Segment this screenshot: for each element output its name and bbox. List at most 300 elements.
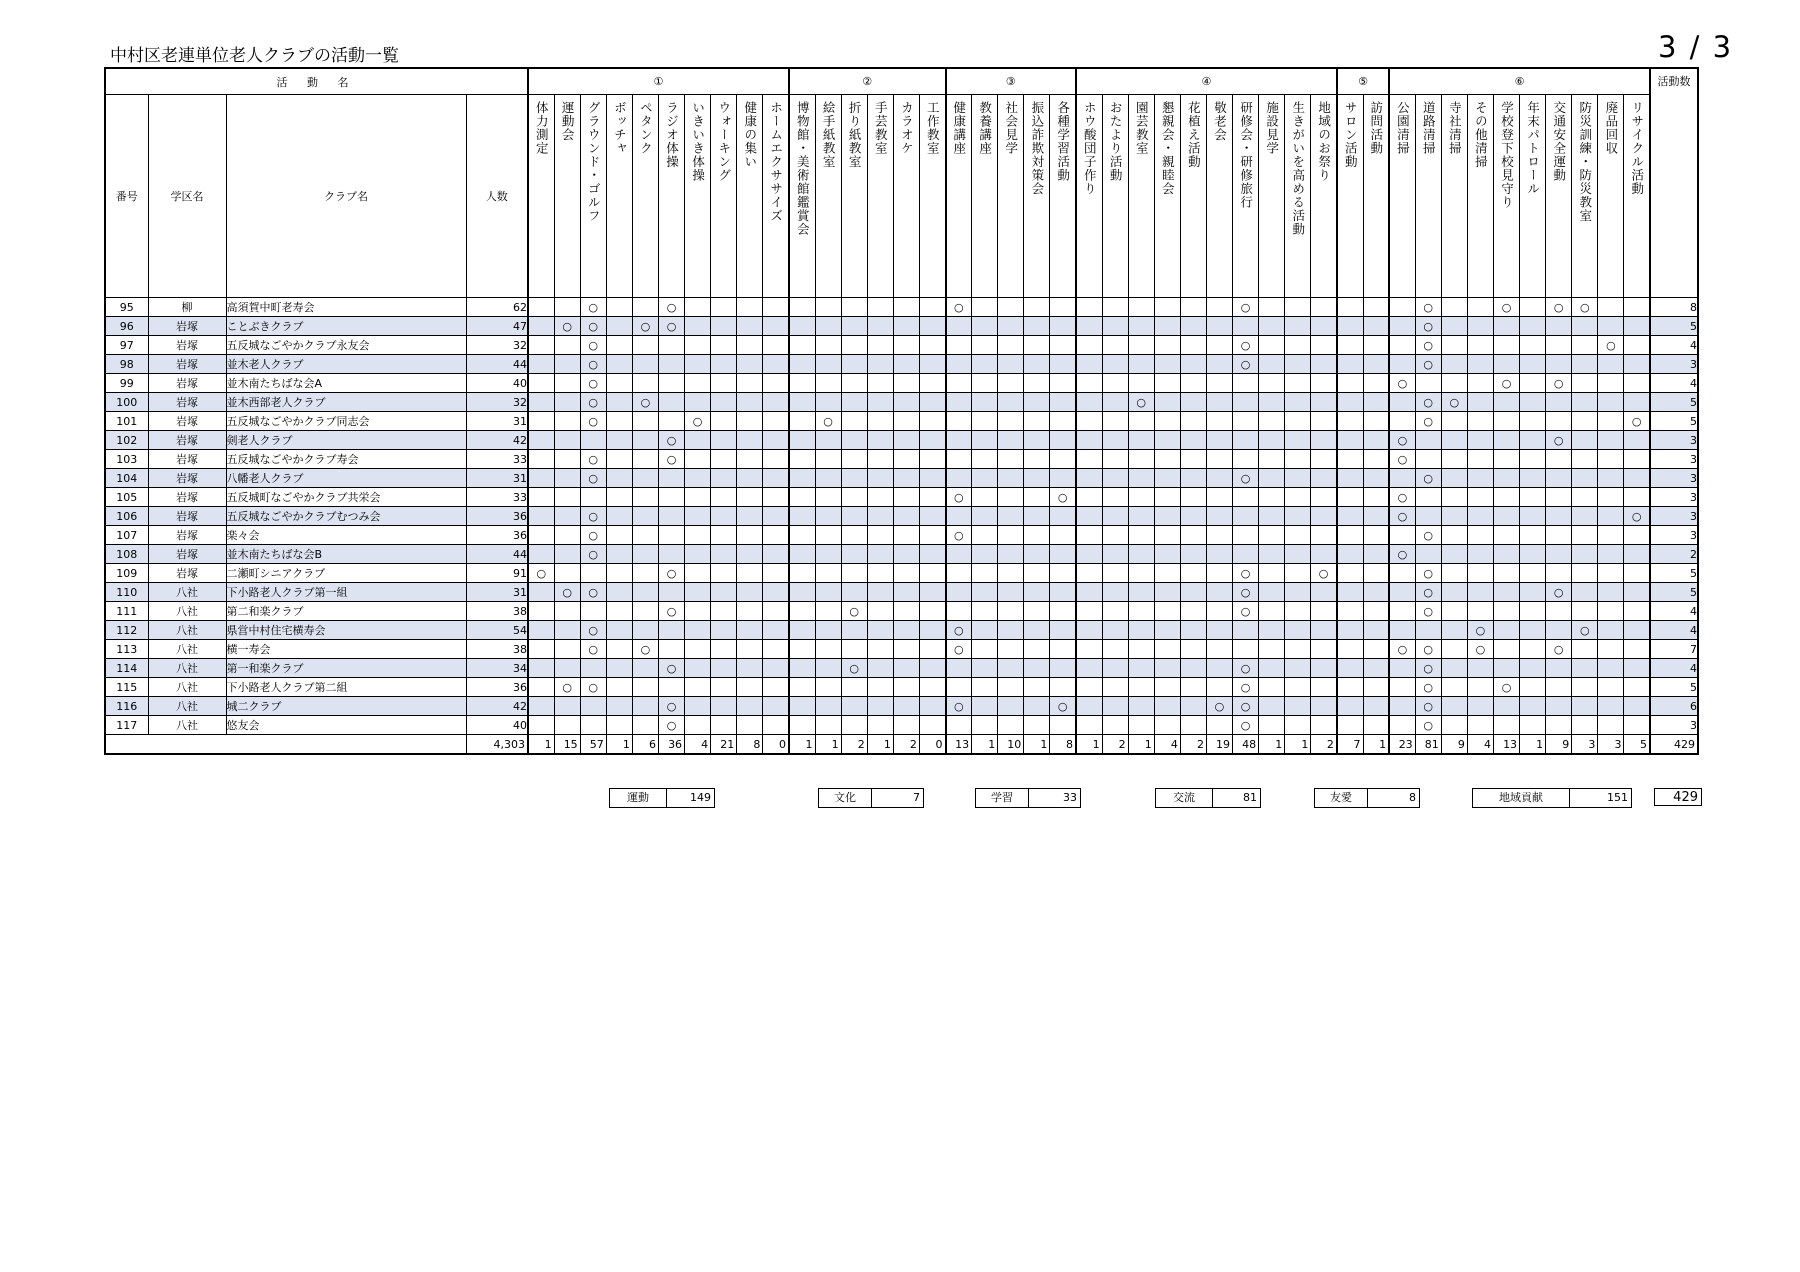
- activity-cell: [1285, 469, 1311, 488]
- category-name: 学習: [976, 789, 1029, 807]
- activity-mark: ○: [658, 450, 684, 469]
- activity-cell: [737, 697, 763, 716]
- activity-cell: [1285, 697, 1311, 716]
- activity-header-label: 絵手紙教室: [821, 101, 837, 169]
- activity-cell: [867, 469, 893, 488]
- activity-cell: [632, 602, 658, 621]
- group-header: ⑥: [1389, 68, 1650, 95]
- district-name: 岩塚: [148, 317, 226, 336]
- activity-cell: [815, 298, 841, 317]
- activity-mark: ○: [1415, 336, 1441, 355]
- activity-cell: [1467, 602, 1493, 621]
- activity-cell: [919, 564, 945, 583]
- activity-cell: [1285, 545, 1311, 564]
- activity-header-label: 手芸教室: [873, 101, 889, 155]
- activity-mark: ○: [580, 450, 606, 469]
- activity-header-label: 各種学習活動: [1055, 101, 1071, 182]
- activity-mark: ○: [1389, 450, 1415, 469]
- activity-mark: ○: [1389, 431, 1415, 450]
- activity-header: [1441, 95, 1467, 298]
- activity-header: [711, 95, 737, 298]
- activity-cell: [763, 469, 789, 488]
- activity-cell: [737, 450, 763, 469]
- activity-cell: [1493, 583, 1519, 602]
- activity-cell: [1441, 678, 1467, 697]
- activity-mark: ○: [1389, 640, 1415, 659]
- activity-mark: ○: [580, 317, 606, 336]
- activity-cell: [1337, 374, 1363, 393]
- activity-cell: [1441, 431, 1467, 450]
- activity-cell: [1441, 317, 1467, 336]
- activity-cell: [789, 659, 815, 678]
- activity-cell: [1520, 450, 1546, 469]
- category-name: 運動: [610, 789, 667, 807]
- activity-cell: [737, 355, 763, 374]
- activity-total: 10: [998, 735, 1024, 755]
- activity-cell: [1311, 336, 1337, 355]
- row-activity-count: 4: [1650, 659, 1698, 678]
- activity-cell: [919, 469, 945, 488]
- activity-cell: [1259, 469, 1285, 488]
- activity-cell: [1050, 659, 1076, 678]
- activity-header: [1598, 95, 1624, 298]
- activity-cell: [711, 526, 737, 545]
- activity-cell: [1128, 659, 1154, 678]
- activity-cell: [1520, 488, 1546, 507]
- member-count: 91: [466, 564, 528, 583]
- club-name: 城二クラブ: [226, 697, 466, 716]
- activity-cell: [554, 298, 580, 317]
- activity-cell: [789, 507, 815, 526]
- activity-cell: [737, 621, 763, 640]
- activity-cell: [1154, 450, 1180, 469]
- activity-cell: [606, 640, 632, 659]
- activity-total: 1: [815, 735, 841, 755]
- activity-cell: [1233, 450, 1259, 469]
- activity-cell: [1363, 374, 1389, 393]
- activity-cell: [632, 374, 658, 393]
- activity-cell: [867, 393, 893, 412]
- activity-total: 48: [1233, 735, 1259, 755]
- activity-cell: [1624, 583, 1650, 602]
- activity-cell: [998, 545, 1024, 564]
- activity-header-label: 防災訓練・防災教室: [1577, 101, 1593, 223]
- activity-cell: [1572, 602, 1598, 621]
- totals-label-cell: [105, 735, 466, 755]
- activity-cell: [1624, 317, 1650, 336]
- activity-cell: [841, 564, 867, 583]
- activity-cell: [685, 336, 711, 355]
- activity-cell: [711, 507, 737, 526]
- activity-cell: [737, 507, 763, 526]
- activity-total: 1: [1285, 735, 1311, 755]
- activity-cell: [1050, 431, 1076, 450]
- activity-mark: ○: [580, 374, 606, 393]
- activity-cell: [789, 450, 815, 469]
- activity-cell: [1206, 298, 1232, 317]
- table-row: [105, 621, 1698, 640]
- activity-mark: ○: [580, 507, 606, 526]
- table-row: [105, 526, 1698, 545]
- activity-mark: ○: [1572, 621, 1598, 640]
- activity-cell: [580, 716, 606, 735]
- activity-cell: [1441, 526, 1467, 545]
- activity-cell: [658, 545, 684, 564]
- activity-cell: [606, 602, 632, 621]
- category-value: 8: [1409, 791, 1416, 804]
- activity-cell: [998, 507, 1024, 526]
- activity-cell: [1102, 602, 1128, 621]
- activity-cell: [1180, 564, 1206, 583]
- activity-cell: [1050, 450, 1076, 469]
- activity-cell: [1050, 678, 1076, 697]
- activity-total: 1: [1128, 735, 1154, 755]
- activity-cell: [1154, 488, 1180, 507]
- activity-cell: [1337, 488, 1363, 507]
- activity-cell: [972, 697, 998, 716]
- activity-cell: [893, 564, 919, 583]
- row-activity-count: 6: [1650, 697, 1698, 716]
- activity-cell: [1493, 488, 1519, 507]
- activity-cell: [867, 697, 893, 716]
- activity-cell: [1206, 336, 1232, 355]
- activity-header-label: サロン活動: [1343, 101, 1359, 169]
- activity-cell: [1024, 659, 1050, 678]
- activity-cell: [1024, 488, 1050, 507]
- totals-row: [105, 735, 1698, 755]
- activity-cell: [1598, 317, 1624, 336]
- activity-cell: [1076, 526, 1102, 545]
- activity-cell: [1050, 374, 1076, 393]
- activity-cell: [1259, 545, 1285, 564]
- activity-header-label: 運動会: [560, 101, 576, 142]
- activity-cell: [972, 431, 998, 450]
- activity-cell: [867, 564, 893, 583]
- activity-cell: [1389, 336, 1415, 355]
- activity-cell: [685, 564, 711, 583]
- activity-cell: [1259, 602, 1285, 621]
- district-name: 八社: [148, 716, 226, 735]
- activity-cell: [1024, 298, 1050, 317]
- member-count: 40: [466, 374, 528, 393]
- activity-cell: [919, 507, 945, 526]
- activity-cell: [1546, 412, 1572, 431]
- activity-cell: [1233, 393, 1259, 412]
- activity-mark: ○: [946, 526, 972, 545]
- activity-cell: [841, 317, 867, 336]
- activity-cell: [1076, 621, 1102, 640]
- activity-cell: [919, 431, 945, 450]
- activity-cell: [1520, 583, 1546, 602]
- activity-mark: ○: [1415, 716, 1441, 735]
- activity-cell: [815, 583, 841, 602]
- activity-cell: [789, 545, 815, 564]
- activity-cell: [1337, 678, 1363, 697]
- activity-mark: ○: [1415, 640, 1441, 659]
- club-number: 99: [105, 374, 148, 393]
- activity-cell: [946, 507, 972, 526]
- table-row: [105, 583, 1698, 602]
- activity-cell: [1206, 621, 1232, 640]
- activity-cell: [1259, 374, 1285, 393]
- activity-cell: [1520, 374, 1546, 393]
- activity-cell: [1467, 336, 1493, 355]
- row-activity-count: 4: [1650, 602, 1698, 621]
- activity-cell: [606, 526, 632, 545]
- activity-cell: [658, 336, 684, 355]
- club-number: 95: [105, 298, 148, 317]
- activity-cell: [1363, 659, 1389, 678]
- activity-cell: [685, 317, 711, 336]
- table-row: [105, 545, 1698, 564]
- activity-cell: [1598, 507, 1624, 526]
- activity-cell: [1311, 602, 1337, 621]
- activity-cell: [1441, 640, 1467, 659]
- activity-cell: [1024, 431, 1050, 450]
- activity-header-label: ラジオ体操: [664, 101, 680, 169]
- activity-mark: ○: [1233, 697, 1259, 716]
- district-name: 八社: [148, 697, 226, 716]
- activity-mark: ○: [1572, 298, 1598, 317]
- activity-mark: ○: [580, 336, 606, 355]
- district-name: 柳: [148, 298, 226, 317]
- activity-cell: [685, 583, 711, 602]
- activity-cell: [1520, 355, 1546, 374]
- activity-cell: [1102, 583, 1128, 602]
- activity-cell: [1285, 621, 1311, 640]
- activity-mark: ○: [580, 469, 606, 488]
- activity-header: [972, 95, 998, 298]
- activity-cell: [1493, 716, 1519, 735]
- activity-cell: [815, 678, 841, 697]
- activity-cell: [867, 431, 893, 450]
- column-header-no: 番号: [105, 95, 148, 298]
- activity-total: 9: [1546, 735, 1572, 755]
- activity-cell: [1102, 621, 1128, 640]
- activity-cell: [1493, 412, 1519, 431]
- activity-total: 3: [1598, 735, 1624, 755]
- activity-header-label: 振込詐欺対策会: [1029, 101, 1045, 196]
- activity-cell: [763, 298, 789, 317]
- activity-cell: [711, 602, 737, 621]
- activity-header: [815, 95, 841, 298]
- district-name: 岩塚: [148, 450, 226, 469]
- activity-cell: [580, 564, 606, 583]
- activity-cell: [1389, 317, 1415, 336]
- activity-mark: ○: [685, 412, 711, 431]
- activity-cell: [998, 450, 1024, 469]
- activity-cell: [1128, 431, 1154, 450]
- activity-cell: [998, 374, 1024, 393]
- activity-cell: [1233, 640, 1259, 659]
- activity-cell: [1572, 678, 1598, 697]
- row-activity-count: 7: [1650, 640, 1698, 659]
- activity-cell: [685, 355, 711, 374]
- activity-cell: [815, 640, 841, 659]
- activity-header-label: ボッチャ: [612, 101, 628, 155]
- activity-cell: [711, 393, 737, 412]
- activity-cell: [815, 659, 841, 678]
- activity-cell: [841, 374, 867, 393]
- activity-cell: [789, 469, 815, 488]
- club-name: 下小路老人クラブ第二組: [226, 678, 466, 697]
- activity-cell: [972, 640, 998, 659]
- activity-cell: [1233, 507, 1259, 526]
- club-name: 下小路老人クラブ第一組: [226, 583, 466, 602]
- activity-cell: [893, 659, 919, 678]
- activity-mark: ○: [1233, 469, 1259, 488]
- activity-cell: [1389, 393, 1415, 412]
- activity-cell: [1337, 412, 1363, 431]
- activity-cell: [1520, 545, 1546, 564]
- activity-cell: [554, 507, 580, 526]
- activity-cell: [1154, 412, 1180, 431]
- category-name: 文化: [819, 789, 872, 807]
- activity-cell: [1128, 412, 1154, 431]
- activity-total: 13: [1493, 735, 1519, 755]
- activity-cell: [789, 393, 815, 412]
- activity-cell: [658, 507, 684, 526]
- activity-cell: [763, 355, 789, 374]
- table-row: [105, 488, 1698, 507]
- activity-cell: [1285, 678, 1311, 697]
- club-number: 103: [105, 450, 148, 469]
- activity-cell: [632, 507, 658, 526]
- activity-cell: [528, 621, 554, 640]
- activity-cell: [1363, 526, 1389, 545]
- activity-cell: [841, 583, 867, 602]
- activity-cell: [1154, 678, 1180, 697]
- activity-cell: [763, 431, 789, 450]
- activity-cell: [1493, 507, 1519, 526]
- activity-cell: [867, 678, 893, 697]
- activity-cell: [841, 450, 867, 469]
- activity-cell: [737, 526, 763, 545]
- activity-mark: ○: [1233, 602, 1259, 621]
- activity-cell: [1546, 678, 1572, 697]
- activity-cell: [1102, 450, 1128, 469]
- activity-cell: [1311, 678, 1337, 697]
- activity-cell: [1572, 393, 1598, 412]
- activity-cell: [554, 355, 580, 374]
- activity-cell: [1102, 507, 1128, 526]
- activity-cell: [1493, 336, 1519, 355]
- activity-cell: [1572, 526, 1598, 545]
- activity-cell: [946, 602, 972, 621]
- activity-cell: [1076, 488, 1102, 507]
- activity-cell: [1363, 602, 1389, 621]
- activity-header-label: 健康の集い: [742, 101, 758, 169]
- activity-total: 4: [1154, 735, 1180, 755]
- activity-cell: [1233, 545, 1259, 564]
- activity-cell: [867, 659, 893, 678]
- activity-cell: [893, 621, 919, 640]
- activity-cell: [1050, 469, 1076, 488]
- activity-cell: [1520, 716, 1546, 735]
- activity-cell: [1441, 659, 1467, 678]
- activity-cell: [998, 488, 1024, 507]
- activity-cell: [1624, 659, 1650, 678]
- club-name: 楽々会: [226, 526, 466, 545]
- activity-cell: [1598, 431, 1624, 450]
- activity-cell: [972, 469, 998, 488]
- activity-cell: [1624, 697, 1650, 716]
- activity-cell: [1259, 336, 1285, 355]
- activity-cell: [1363, 450, 1389, 469]
- activity-mark: ○: [1493, 678, 1519, 697]
- row-activity-count: 3: [1650, 716, 1698, 735]
- activity-cell: [1259, 659, 1285, 678]
- activity-cell: [1441, 488, 1467, 507]
- activity-cell: [1180, 355, 1206, 374]
- activity-cell: [946, 678, 972, 697]
- activity-cell: [1128, 621, 1154, 640]
- member-count: 38: [466, 602, 528, 621]
- activity-cell: [841, 526, 867, 545]
- activity-cell: [998, 412, 1024, 431]
- activity-cell: [1076, 583, 1102, 602]
- activity-cell: [893, 469, 919, 488]
- table-row: [105, 412, 1698, 431]
- activity-mark: ○: [1311, 564, 1337, 583]
- activity-cell: [632, 450, 658, 469]
- activity-cell: [528, 678, 554, 697]
- activity-total: 1: [606, 735, 632, 755]
- activity-mark: ○: [1389, 374, 1415, 393]
- activity-cell: [528, 336, 554, 355]
- activity-cell: [737, 678, 763, 697]
- activity-cell: [632, 659, 658, 678]
- activity-cell: [554, 697, 580, 716]
- activity-header: [1180, 95, 1206, 298]
- activity-mark: ○: [1233, 716, 1259, 735]
- activity-mark: ○: [1493, 374, 1519, 393]
- activity-cell: [685, 488, 711, 507]
- activity-cell: [972, 488, 998, 507]
- activity-cell: [711, 621, 737, 640]
- column-header-club: クラブ名: [226, 95, 466, 298]
- activity-cell: [711, 583, 737, 602]
- activity-cell: [1572, 488, 1598, 507]
- activity-mark: ○: [946, 298, 972, 317]
- activity-cell: [606, 545, 632, 564]
- activity-total: 81: [1415, 735, 1441, 755]
- table-row: [105, 298, 1698, 317]
- activity-cell: [1337, 716, 1363, 735]
- activity-cell: [1546, 336, 1572, 355]
- activity-cell: [606, 412, 632, 431]
- activity-cell: [1259, 621, 1285, 640]
- activity-cell: [1467, 659, 1493, 678]
- activity-mark: ○: [658, 298, 684, 317]
- activity-cell: [1467, 564, 1493, 583]
- activity-total: 1: [1259, 735, 1285, 755]
- activity-cell: [737, 298, 763, 317]
- activity-cell: [1206, 450, 1232, 469]
- activity-cell: [685, 507, 711, 526]
- activity-cell: [1546, 564, 1572, 583]
- club-number: 101: [105, 412, 148, 431]
- activity-cell: [737, 545, 763, 564]
- club-number: 96: [105, 317, 148, 336]
- activity-cell: [815, 336, 841, 355]
- activity-cell: [1572, 431, 1598, 450]
- activity-cell: [1520, 640, 1546, 659]
- activity-total: 1: [1076, 735, 1102, 755]
- activity-cell: [998, 469, 1024, 488]
- member-count: 38: [466, 640, 528, 659]
- activity-cell: [893, 678, 919, 697]
